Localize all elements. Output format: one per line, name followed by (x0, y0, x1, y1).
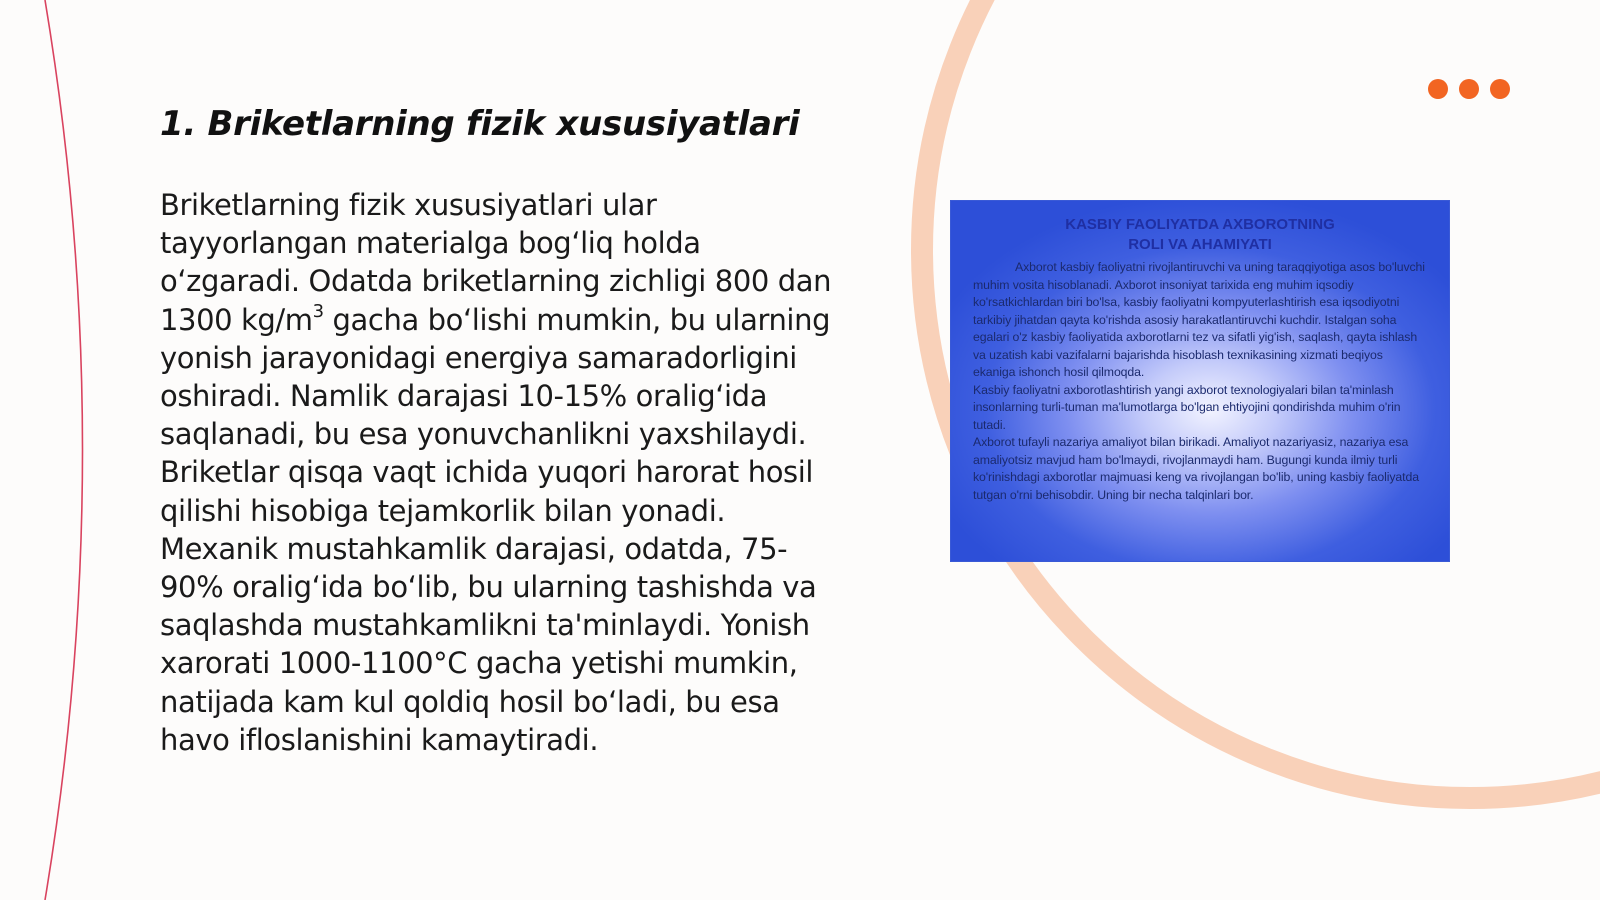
slide-body-text (160, 186, 840, 759)
dot-3 (1490, 79, 1510, 99)
card-title (973, 215, 1427, 255)
left-accent-curve (45, 0, 83, 900)
card-title-line1: KASBIY FAOLIYATDA AXBOROTNING (1065, 216, 1335, 233)
decorative-dots (1428, 79, 1510, 99)
card-title-line2: ROLI VA AHAMIYATI (1128, 236, 1272, 253)
dot-2 (1459, 79, 1479, 99)
body-text-part2: gacha bo‘lishi mumkin, bu ularning yonish jarayonidagi energiya samaradorligini oshiradi. Namlik darajasi 10-15% oralig‘ida saqlanadi, bu esa yonuvchanlikni yaxshilaydi. Briketlar qisqa vaqt ichida yuqori harorat hosil qilishi hisobiga tejamkorlik bilan yonadi. Mexanik mustahkamlik darajasi, odatda, 75-90% oralig‘ida bo‘lib, bu ularning tashishda va saqlashda mustahkamlikni ta'minlaydi. Yonish xarorati 1000-1100°C gacha yetishi mumkin, natijada kam kul qoldiq hosil bo‘ladi, bu esa havo ifloslanishini kamaytiradi. (160, 302, 831, 757)
superscript-3: 3 (312, 300, 324, 322)
embedded-text-image (950, 200, 1450, 562)
dot-1 (1428, 79, 1448, 99)
body-text-part1: Briketlarning fizik xususiyatlari ular tayyorlangan materialga bog‘liq holda o‘zgaradi. Odatda briketlarning zichligi 800 dan 1300 kg/m (160, 188, 832, 337)
slide-title: 1. Briketlarning fizik xususiyatlari (160, 104, 800, 144)
card-paragraph-2: Kasbiy faoliyatni axborotlashtirish yangi axborot texnologiyalari bilan ta'minlash insonlarning turli-tuman ma'lumotlarga bo'lgan ehtiyojini qondirishda muhim o'rin tutadi. (973, 382, 1401, 432)
card-paragraph-3: Axborot tufayli nazariya amaliyot bilan birikadi. Amaliyot nazariyasiz, nazariya esa amaliyotsiz mavjud ham bo'lmaydi, rivojlanmaydi ham. Bugungi kunda ilmiy turli ko'rinishdagi axborotlar majmuasi keng va rivojlangan bo'lib, uning kasbiy faoliyatda tutgan o'rni behisobdir. Uning bir necha talqinlari bor. (973, 435, 1419, 502)
card-paragraph-1: Axborot kasbiy faoliyatni rivojlantiruvchi va uning taraqqiyotiga asos bo'luvchi muhim vosita hisoblanadi. Axborot insoniyat tarixida eng muhim iqsodiy ko'rsatkichlardan biri bo'lsa, kasbiy faoliyatni kompyuterlashtirish esa iqsodiyotni tarkibiy jihatdan qayta ko'rishda asosiy harakatlantiruvchi kuchdir. Istalgan soha egalari o'z kasbiy faoliyatida axborotlarni tez va sifatli yig'ish, saqlash, qayta ishlash va uzatish kabi vazifalarni bajarishda hisoblash texnikasining xizmati beqiyos ekaniga ishonch hosil qilmoqda. (973, 260, 1425, 379)
